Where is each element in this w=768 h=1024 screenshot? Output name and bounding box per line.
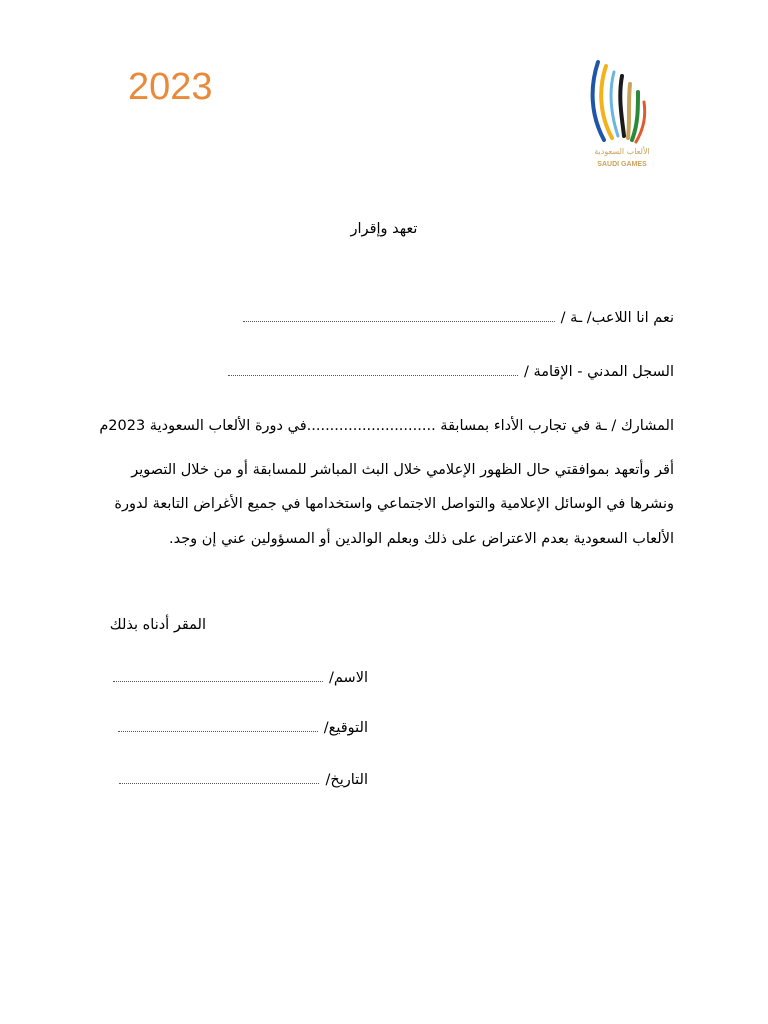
document-title: تعهد وإقرار — [350, 221, 418, 237]
civil-id-line-blank[interactable] — [228, 374, 518, 376]
logo-arabic-text: الألعاب السعودية — [594, 147, 650, 156]
year-heading: 2023 — [128, 66, 213, 108]
signatory-signature-line — [118, 720, 368, 736]
signatory-date-line — [119, 772, 368, 788]
signatory-name-label: الاسم/ — [329, 670, 368, 686]
signatory-date-blank[interactable] — [119, 782, 319, 784]
consent-paragraph-line-3: الألعاب السعودية بعدم الاعتراض على ذلك وبعلم الوالدين أو المسؤولين عني إن وجد. — [168, 531, 674, 547]
signatory-date-label: التاريخ/ — [325, 772, 368, 788]
civil-id-line — [228, 364, 674, 380]
saudi-games-logo — [588, 56, 656, 172]
signatory-signature-label: التوقيع/ — [323, 720, 368, 736]
participant-line: المشارك / ـة في تجارب الأداء بمسابقة ............................في دورة الألعاب السعودية 2023م — [99, 418, 674, 434]
signatory-heading: المقر أدناه بذلك — [109, 617, 206, 633]
name-line-label: نعم انا اللاعب/ ـة / — [560, 310, 674, 326]
signatory-name-line — [113, 670, 368, 686]
consent-paragraph-line-2: ونشرها في الوسائل الإعلامية والتواصل الاجتماعي واستخدامها في جميع الأغراض التابعة لدورة — [114, 496, 674, 512]
consent-paragraph-line-1: أقر وأتعهد بموافقتي حال الظهور الإعلامي خلال البث المباشر للمسابقة أو من خلال التصوير — [131, 462, 674, 478]
signatory-name-blank[interactable] — [113, 680, 323, 682]
logo-english-text: SAUDI GAMES — [597, 161, 647, 168]
name-line — [243, 310, 674, 326]
civil-id-line-label: السجل المدني - الإقامة / — [523, 364, 674, 380]
signatory-signature-blank[interactable] — [118, 730, 318, 732]
name-line-blank[interactable] — [243, 320, 555, 322]
